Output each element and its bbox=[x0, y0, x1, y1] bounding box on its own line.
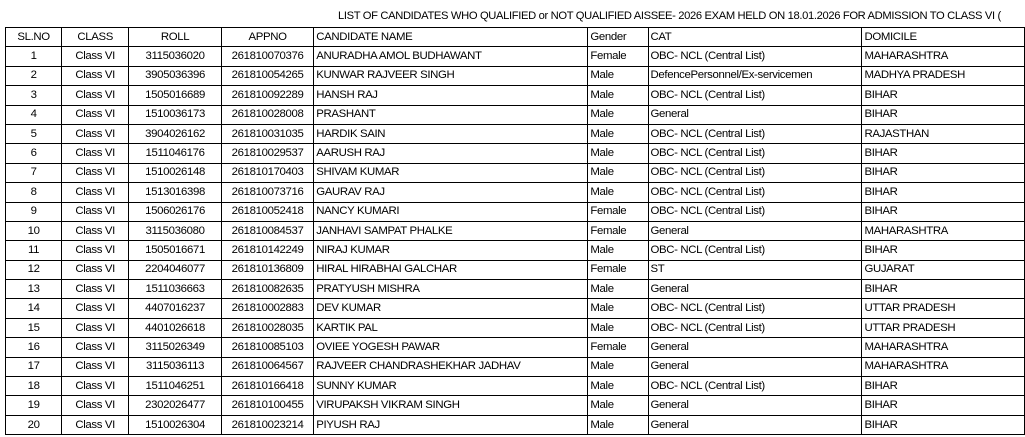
cell-class: Class VI bbox=[62, 377, 129, 396]
cell-cat: General bbox=[648, 105, 862, 124]
table-row bbox=[6, 144, 1025, 163]
cell-appno: 261810054265 bbox=[221, 66, 313, 85]
cell-roll: 1511046251 bbox=[129, 377, 222, 396]
table-row bbox=[6, 105, 1025, 124]
cell-cat: General bbox=[648, 396, 862, 415]
column-header-gender: Gender bbox=[588, 28, 648, 47]
cell-gender: Male bbox=[588, 163, 648, 182]
cell-gender: Male bbox=[588, 280, 648, 299]
cell-gender: Male bbox=[588, 105, 648, 124]
cell-cat: DefencePersonnel/Ex-servicemen bbox=[648, 66, 862, 85]
cell-roll: 1505016671 bbox=[129, 241, 222, 260]
cell-slno: 14 bbox=[6, 299, 62, 318]
column-header-domicile: DOMICILE bbox=[862, 28, 1025, 47]
cell-roll: 1511036663 bbox=[129, 280, 222, 299]
cell-appno: 261810142249 bbox=[221, 241, 313, 260]
cell-cat: OBC- NCL (Central List) bbox=[648, 163, 862, 182]
cell-cat: OBC- NCL (Central List) bbox=[648, 124, 862, 143]
cell-slno: 10 bbox=[6, 221, 62, 240]
cell-roll: 3115026349 bbox=[129, 338, 222, 357]
cell-gender: Male bbox=[588, 318, 648, 337]
cell-candidate-name: KARTIK PAL bbox=[314, 318, 588, 337]
cell-domicile: GUJARAT bbox=[862, 260, 1025, 279]
cell-domicile: BIHAR bbox=[862, 105, 1025, 124]
cell-appno: 261810073716 bbox=[221, 183, 313, 202]
cell-class: Class VI bbox=[62, 66, 129, 85]
column-header-cat: CAT bbox=[648, 28, 862, 47]
cell-appno: 261810170403 bbox=[221, 163, 313, 182]
cell-domicile: BIHAR bbox=[862, 396, 1025, 415]
candidates-table bbox=[5, 27, 1025, 435]
cell-roll: 1510026304 bbox=[129, 415, 222, 434]
cell-class: Class VI bbox=[62, 144, 129, 163]
cell-class: Class VI bbox=[62, 105, 129, 124]
cell-domicile: BIHAR bbox=[862, 183, 1025, 202]
cell-roll: 3904026162 bbox=[129, 124, 222, 143]
page-title: LIST OF CANDIDATES WHO QUALIFIED or NOT QUALIFIED AISSEE- 2026 EXAM HELD ON 18.01.2026 FOR ADMISSION TO CLASS VI ( bbox=[338, 10, 1001, 22]
cell-domicile: BIHAR bbox=[862, 241, 1025, 260]
cell-slno: 7 bbox=[6, 163, 62, 182]
cell-cat: OBC- NCL (Central List) bbox=[648, 318, 862, 337]
table-row bbox=[6, 318, 1025, 337]
cell-slno: 5 bbox=[6, 124, 62, 143]
cell-candidate-name: SUNNY KUMAR bbox=[314, 377, 588, 396]
cell-gender: Male bbox=[588, 377, 648, 396]
cell-candidate-name: PRASHANT bbox=[314, 105, 588, 124]
cell-candidate-name: NANCY KUMARI bbox=[314, 202, 588, 221]
column-header-appno: APPNO bbox=[221, 28, 313, 47]
cell-appno: 261810002883 bbox=[221, 299, 313, 318]
cell-candidate-name: KUNWAR RAJVEER SINGH bbox=[314, 66, 588, 85]
cell-appno: 261810029537 bbox=[221, 144, 313, 163]
cell-gender: Male bbox=[588, 124, 648, 143]
cell-appno: 261810082635 bbox=[221, 280, 313, 299]
cell-domicile: MAHARASHTRA bbox=[862, 357, 1025, 376]
cell-domicile: MAHARASHTRA bbox=[862, 338, 1025, 357]
cell-domicile: BIHAR bbox=[862, 377, 1025, 396]
cell-class: Class VI bbox=[62, 260, 129, 279]
cell-cat: General bbox=[648, 415, 862, 434]
cell-cat: OBC- NCL (Central List) bbox=[648, 202, 862, 221]
table-row bbox=[6, 396, 1025, 415]
cell-cat: General bbox=[648, 357, 862, 376]
cell-roll: 3115036080 bbox=[129, 221, 222, 240]
cell-slno: 15 bbox=[6, 318, 62, 337]
cell-roll: 2302026477 bbox=[129, 396, 222, 415]
cell-roll: 1506026176 bbox=[129, 202, 222, 221]
cell-class: Class VI bbox=[62, 47, 129, 66]
cell-roll: 1505016689 bbox=[129, 86, 222, 105]
cell-gender: Female bbox=[588, 47, 648, 66]
cell-candidate-name: PRATYUSH MISHRA bbox=[314, 280, 588, 299]
cell-class: Class VI bbox=[62, 299, 129, 318]
table-row bbox=[6, 357, 1025, 376]
cell-slno: 2 bbox=[6, 66, 62, 85]
cell-class: Class VI bbox=[62, 183, 129, 202]
cell-class: Class VI bbox=[62, 338, 129, 357]
table-row bbox=[6, 163, 1025, 182]
cell-class: Class VI bbox=[62, 221, 129, 240]
cell-slno: 4 bbox=[6, 105, 62, 124]
cell-roll: 4407016237 bbox=[129, 299, 222, 318]
cell-appno: 261810085103 bbox=[221, 338, 313, 357]
cell-slno: 18 bbox=[6, 377, 62, 396]
table-row bbox=[6, 124, 1025, 143]
cell-gender: Male bbox=[588, 86, 648, 105]
cell-cat: OBC- NCL (Central List) bbox=[648, 377, 862, 396]
table-row bbox=[6, 183, 1025, 202]
cell-slno: 1 bbox=[6, 47, 62, 66]
cell-domicile: UTTAR PRADESH bbox=[862, 299, 1025, 318]
cell-candidate-name: VIRUPAKSH VIKRAM SINGH bbox=[314, 396, 588, 415]
cell-cat: ST bbox=[648, 260, 862, 279]
cell-candidate-name: JANHAVI SAMPAT PHALKE bbox=[314, 221, 588, 240]
cell-domicile: UTTAR PRADESH bbox=[862, 318, 1025, 337]
cell-class: Class VI bbox=[62, 241, 129, 260]
cell-gender: Female bbox=[588, 221, 648, 240]
cell-slno: 3 bbox=[6, 86, 62, 105]
cell-slno: 16 bbox=[6, 338, 62, 357]
cell-gender: Male bbox=[588, 144, 648, 163]
cell-candidate-name: HIRAL HIRABHAI GALCHAR bbox=[314, 260, 588, 279]
cell-candidate-name: GAURAV RAJ bbox=[314, 183, 588, 202]
column-header-slno: SL.NO bbox=[6, 28, 62, 47]
cell-cat: OBC- NCL (Central List) bbox=[648, 47, 862, 66]
cell-slno: 12 bbox=[6, 260, 62, 279]
cell-appno: 261810028035 bbox=[221, 318, 313, 337]
cell-appno: 261810031035 bbox=[221, 124, 313, 143]
cell-appno: 261810028008 bbox=[221, 105, 313, 124]
cell-roll: 3905036396 bbox=[129, 66, 222, 85]
cell-slno: 17 bbox=[6, 357, 62, 376]
column-header-roll: ROLL bbox=[129, 28, 222, 47]
cell-domicile: BIHAR bbox=[862, 86, 1025, 105]
cell-gender: Male bbox=[588, 66, 648, 85]
cell-domicile: BIHAR bbox=[862, 144, 1025, 163]
cell-gender: Female bbox=[588, 338, 648, 357]
cell-slno: 9 bbox=[6, 202, 62, 221]
cell-roll: 3115036020 bbox=[129, 47, 222, 66]
cell-candidate-name: PIYUSH RAJ bbox=[314, 415, 588, 434]
table-body bbox=[6, 47, 1025, 435]
cell-class: Class VI bbox=[62, 86, 129, 105]
table-row bbox=[6, 202, 1025, 221]
cell-appno: 261810070376 bbox=[221, 47, 313, 66]
cell-domicile: MAHARASHTRA bbox=[862, 47, 1025, 66]
table-row bbox=[6, 280, 1025, 299]
cell-gender: Male bbox=[588, 357, 648, 376]
cell-domicile: BIHAR bbox=[862, 202, 1025, 221]
table-row bbox=[6, 221, 1025, 240]
table-row bbox=[6, 415, 1025, 434]
cell-class: Class VI bbox=[62, 357, 129, 376]
cell-appno: 261810092289 bbox=[221, 86, 313, 105]
table-row bbox=[6, 86, 1025, 105]
cell-roll: 1510026148 bbox=[129, 163, 222, 182]
cell-cat: General bbox=[648, 221, 862, 240]
cell-candidate-name: NIRAJ KUMAR bbox=[314, 241, 588, 260]
cell-cat: General bbox=[648, 338, 862, 357]
cell-gender: Male bbox=[588, 415, 648, 434]
cell-domicile: BIHAR bbox=[862, 280, 1025, 299]
cell-appno: 261810166418 bbox=[221, 377, 313, 396]
cell-gender: Female bbox=[588, 260, 648, 279]
cell-candidate-name: HARDIK SAIN bbox=[314, 124, 588, 143]
cell-class: Class VI bbox=[62, 280, 129, 299]
column-header-class: CLASS bbox=[62, 28, 129, 47]
cell-gender: Male bbox=[588, 396, 648, 415]
cell-slno: 11 bbox=[6, 241, 62, 260]
cell-domicile: RAJASTHAN bbox=[862, 124, 1025, 143]
table-row bbox=[6, 241, 1025, 260]
cell-class: Class VI bbox=[62, 396, 129, 415]
cell-roll: 1511046176 bbox=[129, 144, 222, 163]
cell-slno: 8 bbox=[6, 183, 62, 202]
cell-appno: 261810100455 bbox=[221, 396, 313, 415]
table-row bbox=[6, 299, 1025, 318]
cell-roll: 2204046077 bbox=[129, 260, 222, 279]
cell-gender: Male bbox=[588, 183, 648, 202]
cell-cat: OBC- NCL (Central List) bbox=[648, 183, 862, 202]
cell-candidate-name: RAJVEER CHANDRASHEKHAR JADHAV bbox=[314, 357, 588, 376]
cell-cat: OBC- NCL (Central List) bbox=[648, 299, 862, 318]
table-row bbox=[6, 377, 1025, 396]
table-row bbox=[6, 338, 1025, 357]
cell-candidate-name: DEV KUMAR bbox=[314, 299, 588, 318]
cell-roll: 3115036113 bbox=[129, 357, 222, 376]
cell-cat: OBC- NCL (Central List) bbox=[648, 241, 862, 260]
table-row bbox=[6, 47, 1025, 66]
cell-candidate-name: OVIEE YOGESH PAWAR bbox=[314, 338, 588, 357]
cell-class: Class VI bbox=[62, 318, 129, 337]
cell-roll: 1510036173 bbox=[129, 105, 222, 124]
column-header-candidate-name: CANDIDATE NAME bbox=[314, 28, 588, 47]
cell-cat: General bbox=[648, 280, 862, 299]
cell-appno: 261810064567 bbox=[221, 357, 313, 376]
cell-domicile: BIHAR bbox=[862, 415, 1025, 434]
cell-domicile: MAHARASHTRA bbox=[862, 221, 1025, 240]
cell-domicile: MADHYA PRADESH bbox=[862, 66, 1025, 85]
cell-appno: 261810084537 bbox=[221, 221, 313, 240]
cell-appno: 261810052418 bbox=[221, 202, 313, 221]
table-row bbox=[6, 260, 1025, 279]
table-row bbox=[6, 66, 1025, 85]
cell-slno: 19 bbox=[6, 396, 62, 415]
cell-class: Class VI bbox=[62, 202, 129, 221]
cell-slno: 13 bbox=[6, 280, 62, 299]
cell-class: Class VI bbox=[62, 415, 129, 434]
cell-gender: Female bbox=[588, 202, 648, 221]
cell-candidate-name: HANSH RAJ bbox=[314, 86, 588, 105]
cell-roll: 4401026618 bbox=[129, 318, 222, 337]
cell-domicile: BIHAR bbox=[862, 163, 1025, 182]
cell-gender: Male bbox=[588, 299, 648, 318]
cell-class: Class VI bbox=[62, 163, 129, 182]
cell-slno: 20 bbox=[6, 415, 62, 434]
cell-class: Class VI bbox=[62, 124, 129, 143]
table-header-row bbox=[6, 28, 1025, 47]
cell-gender: Male bbox=[588, 241, 648, 260]
cell-slno: 6 bbox=[6, 144, 62, 163]
cell-candidate-name: SHIVAM KUMAR bbox=[314, 163, 588, 182]
cell-roll: 1513016398 bbox=[129, 183, 222, 202]
cell-appno: 261810136809 bbox=[221, 260, 313, 279]
cell-candidate-name: ANURADHA AMOL BUDHAWANT bbox=[314, 47, 588, 66]
cell-appno: 261810023214 bbox=[221, 415, 313, 434]
cell-cat: OBC- NCL (Central List) bbox=[648, 144, 862, 163]
cell-cat: OBC- NCL (Central List) bbox=[648, 86, 862, 105]
cell-candidate-name: AARUSH RAJ bbox=[314, 144, 588, 163]
